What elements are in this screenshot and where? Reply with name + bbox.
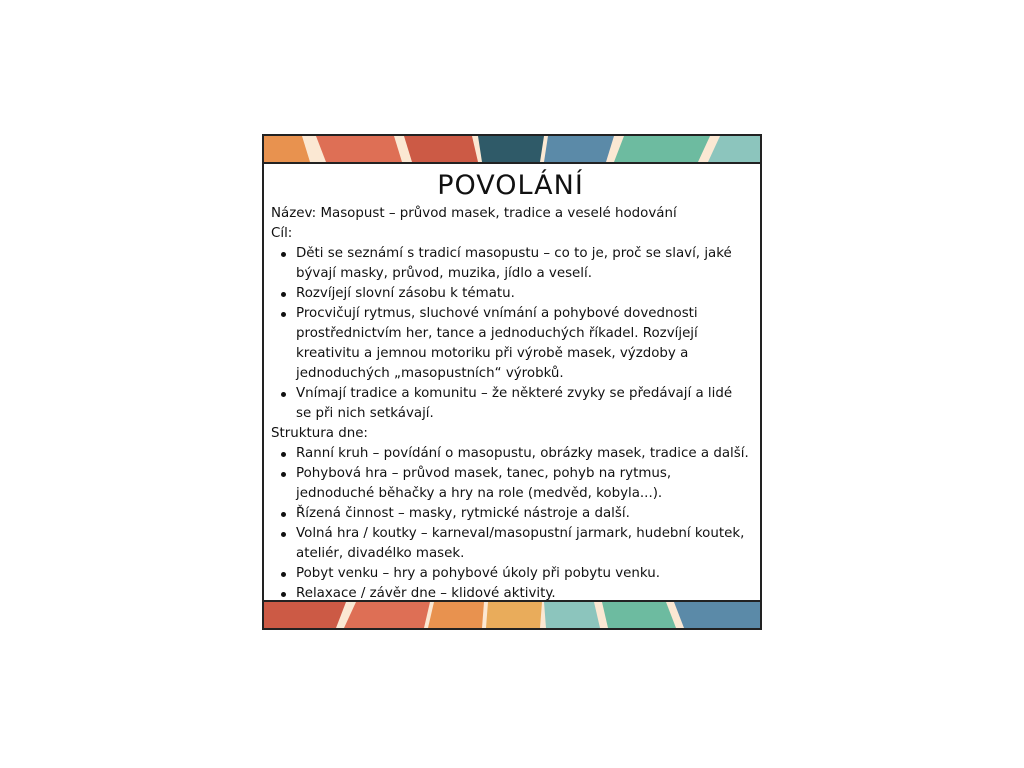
list-item: Děti se seznámí s tradicí masopustu – co to je, proč se slaví, jaké bývají masky, průvod, muzika, jídlo a veselí. xyxy=(271,244,750,284)
list-item: Ranní kruh – povídání o masopustu, obrázky masek, tradice a další. xyxy=(271,444,750,464)
goal-list xyxy=(271,244,750,424)
top-band-graphic xyxy=(264,136,760,162)
list-item: Řízená činnost – masky, rytmické nástroje a další. xyxy=(271,504,750,524)
decorative-bottom-band xyxy=(264,600,760,628)
list-item: Pobyt venku – hry a pohybové úkoly při pobytu venku. xyxy=(271,564,750,584)
structure-list xyxy=(271,444,750,604)
goal-heading: Cíl: xyxy=(271,226,293,241)
structure-heading: Struktura dne: xyxy=(271,426,368,441)
page-title: POVOLÁNÍ xyxy=(437,170,584,201)
list-item: Pohybová hra – průvod masek, tanec, pohyb na rytmus, jednoduché běhačky a hry na role (medvěd, kobyla...). xyxy=(271,464,750,504)
lesson-card xyxy=(262,134,762,630)
list-item: Vnímají tradice a komunitu – že některé zvyky se předávají a lidé se při nich setkávají. xyxy=(271,384,750,424)
list-item: Rozvíjejí slovní zásobu k tématu. xyxy=(271,284,750,304)
card-content xyxy=(271,166,750,601)
list-item: Relaxace / závěr dne – klidové aktivity. xyxy=(271,584,750,604)
list-item: Volná hra / koutky – karneval/masopustní jarmark, hudební koutek, ateliér, divadélko masek. xyxy=(271,524,750,564)
name-line: Název: Masopust – průvod masek, tradice a veselé hodování xyxy=(271,206,677,221)
bottom-band-graphic xyxy=(264,602,760,628)
decorative-top-band xyxy=(264,136,760,164)
list-item: Procvičují rytmus, sluchové vnímání a pohybové dovednosti prostřednictvím her, tance a jednoduchých říkadel. Rozvíjejí kreativitu a jemnou motoriku při výrobě masek, výzdoby a jednoduchých „masopustních“ výrobků. xyxy=(271,304,750,384)
